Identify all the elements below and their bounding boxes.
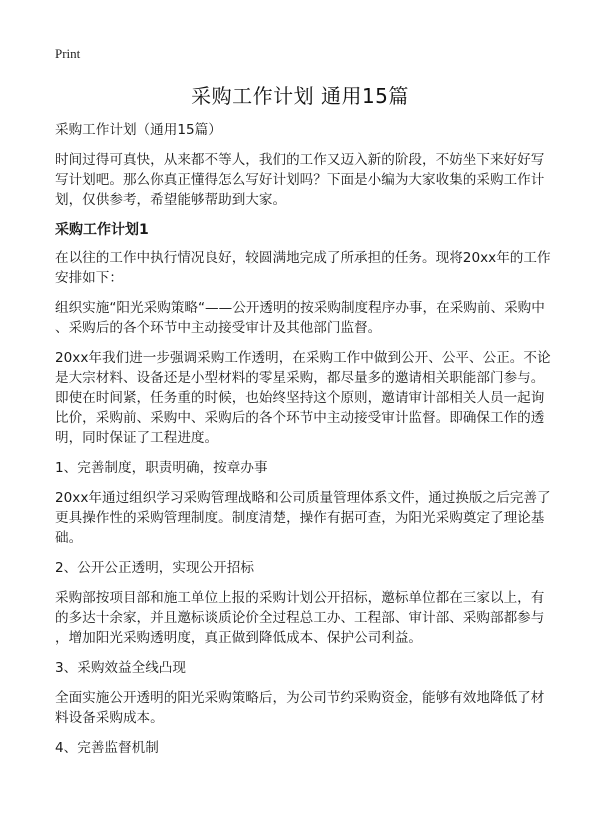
- paragraph: [55, 488, 555, 548]
- text-line: 料设备采购成本。: [55, 710, 164, 726]
- paragraph: [55, 458, 555, 478]
- section-heading: [55, 220, 555, 240]
- text-line: 即使在时间紧，任务重的时候，也始终坚持这个原则，邀请审计部相关人员一起询: [55, 390, 545, 406]
- print-link[interactable]: Print: [55, 46, 81, 61]
- paragraph: [55, 298, 555, 338]
- text-line: 采购部按项目部和施工单位上报的采购计划公开招标，邀标单位都在三家以上，有: [55, 590, 545, 606]
- text-line: 在以往的工作中执行情况良好，较圆满地完成了所承担的任务。现将20xx年的工作: [55, 250, 551, 266]
- text-line: 全面实施公开透明的阳光采购策略后，为公司节约采购资金，能够有效地降低了材: [55, 690, 545, 706]
- paragraph: [55, 558, 555, 578]
- text-line: 采购工作计划1: [55, 222, 149, 238]
- text-line: 更具操作性的采购管理制度。制度清楚，操作有据可查，为阳光采购奠定了理论基: [55, 510, 545, 526]
- page-title: 采购工作计划 通用15篇: [191, 84, 409, 108]
- text-line: 2、公开公正透明，实现公开招标: [55, 560, 254, 576]
- text-line: ，增加阳光采购透明度，真正做到降低成本、保护公司利益。: [55, 630, 423, 646]
- text-line: 是大宗材料、设备还是小型材料的零星采购，都尽量多的邀请相关职能部门参与。: [55, 370, 545, 386]
- paragraph: [55, 688, 555, 728]
- text-line: 20xx年通过组织学习采购管理战略和公司质量管理体系文件，通过换版之后完善了: [55, 490, 551, 506]
- text-line: 安排如下：: [55, 270, 123, 286]
- text-line: 4、完善监督机制: [55, 740, 159, 756]
- text-line: 划，仅供参考，希望能够帮助到大家。: [55, 192, 287, 208]
- text-line: 础。: [55, 530, 83, 546]
- document-body: [55, 120, 555, 768]
- text-line: 明，同时保证了工程进度。: [55, 430, 219, 446]
- text-line: 20xx年我们进一步强调采购工作透明，在采购工作中做到公开、公平、公正。不论: [55, 350, 551, 366]
- text-line: 组织实施“阳光采购策略“——公开透明的按采购制度程序办事，在采购前、采购中: [55, 300, 545, 316]
- text-line: 时间过得可真快，从来都不等人，我们的工作又迈入新的阶段，不妨坐下来好好写: [55, 152, 545, 168]
- text-line: 1、完善制度，职责明确，按章办事: [55, 460, 268, 476]
- text-line: 、采购后的各个环节中主动接受审计及其他部门监督。: [55, 320, 382, 336]
- text-line: 的多达十余家，并且邀标谈质论价全过程总工办、工程部、审计部、采购部都参与: [55, 610, 545, 626]
- paragraph: [55, 120, 555, 140]
- paragraph: [55, 738, 555, 758]
- paragraph: [55, 348, 555, 448]
- text-line: 写计划吧。那么你真正懂得怎么写好计划吗？下面是小编为大家收集的采购工作计: [55, 172, 545, 188]
- text-line: 3、采购效益全线凸现: [55, 660, 186, 676]
- paragraph: [55, 588, 555, 648]
- paragraph: [55, 248, 555, 288]
- text-line: 采购工作计划（通用15篇）: [55, 122, 222, 138]
- text-line: 比价，采购前、采购中、采购后的各个环节中主动接受审计监督。即确保工作的透: [55, 410, 545, 426]
- paragraph: [55, 658, 555, 678]
- paragraph: [55, 150, 555, 210]
